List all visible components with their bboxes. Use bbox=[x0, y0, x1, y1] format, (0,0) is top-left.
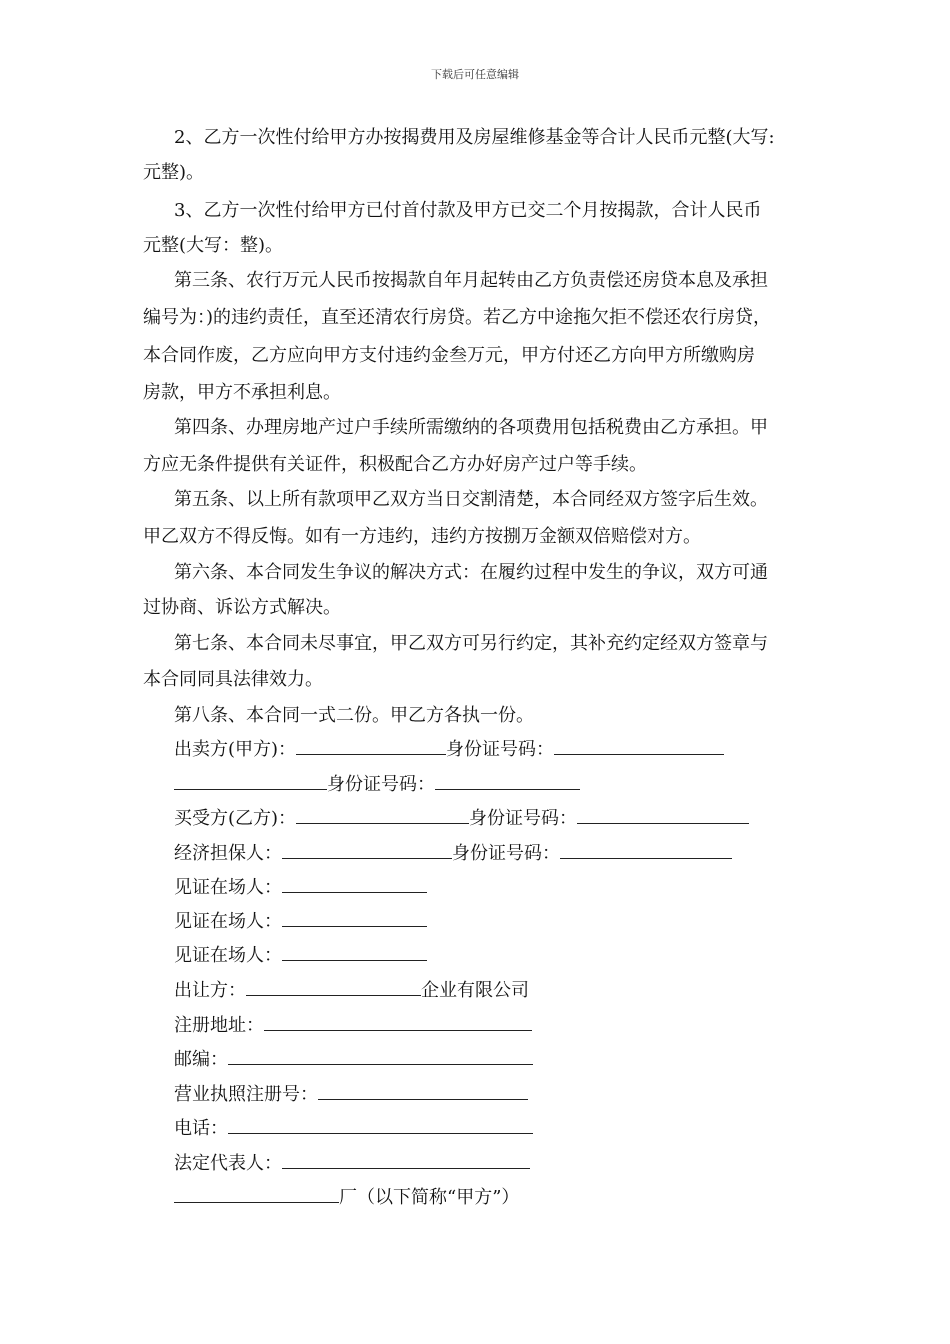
id-label: 身份证号码： bbox=[446, 739, 555, 760]
license-blank[interactable] bbox=[318, 1085, 528, 1100]
clause-line: 第八条、本合同一式二份。甲乙方各执一份。 bbox=[174, 705, 534, 726]
guarantor-id-blank[interactable] bbox=[560, 844, 732, 859]
guarantor-label: 经济担保人： bbox=[174, 843, 282, 864]
license-label: 营业执照注册号： bbox=[174, 1084, 318, 1105]
seller2-id-blank[interactable] bbox=[435, 775, 580, 790]
witness-label: 见证在场人： bbox=[174, 911, 282, 932]
page-header: 下载后可任意编辑 bbox=[431, 68, 519, 81]
witness-label: 见证在场人： bbox=[174, 945, 282, 966]
reg-address-blank[interactable] bbox=[264, 1016, 532, 1031]
phone-blank[interactable] bbox=[228, 1119, 533, 1134]
legal-rep-row bbox=[174, 1154, 854, 1174]
witness-row bbox=[174, 946, 854, 966]
legal-rep-label: 法定代表人： bbox=[174, 1153, 282, 1174]
transferor-row bbox=[174, 981, 854, 1001]
legal-rep-blank[interactable] bbox=[282, 1154, 530, 1169]
clause-line: 第六条、本合同发生争议的解决方式：在履约过程中发生的争议，双方可通 bbox=[174, 562, 768, 583]
clause-line: 2、乙方一次性付给甲方办按揭费用及房屋维修基金等合计人民币元整(大写: bbox=[174, 127, 775, 148]
buyer-label: 买受方(乙方)： bbox=[174, 808, 297, 829]
transferor-label: 出让方： bbox=[174, 980, 246, 1001]
clause-line: 本合同作废，乙方应向甲方支付违约金叁万元，甲方付还乙方向甲方所缴购房 bbox=[143, 345, 755, 366]
buyer-name-blank[interactable] bbox=[296, 809, 469, 824]
witness-row bbox=[174, 878, 854, 898]
transferor-blank[interactable] bbox=[246, 981, 421, 996]
seller-id-blank[interactable] bbox=[554, 740, 724, 755]
clause-line: 第五条、以上所有款项甲乙双方当日交割清楚，本合同经双方签字后生效。 bbox=[174, 489, 768, 510]
clause-line: 本合同同具法律效力。 bbox=[143, 669, 323, 690]
witness-blank[interactable] bbox=[282, 912, 427, 927]
factory-suffix: 厂（以下简称“甲方”） bbox=[339, 1187, 520, 1208]
license-row bbox=[174, 1085, 854, 1105]
id-label: 身份证号码： bbox=[469, 808, 578, 829]
clause-line: 第四条、办理房地产过户手续所需缴纳的各项费用包括税费由乙方承担。甲 bbox=[174, 417, 768, 438]
clause-line: 第三条、农行万元人民币按揭款自年月起转由乙方负责偿还房贷本息及承担 bbox=[174, 270, 768, 291]
clause-line: 3、乙方一次性付给甲方已付首付款及甲方已交二个月按揭款，合计人民币 bbox=[174, 200, 762, 221]
clause-line: 第七条、本合同未尽事宜，甲乙双方可另行约定，其补充约定经双方签章与 bbox=[174, 633, 768, 654]
postcode-row bbox=[174, 1050, 854, 1070]
seller2-name-blank[interactable] bbox=[174, 775, 327, 790]
id-label: 身份证号码： bbox=[452, 843, 560, 864]
clause-line: 编号为：)的违约责任，直至还清农行房贷。若乙方中途拖欠拒不偿还农行房贷， bbox=[143, 307, 772, 328]
reg-address-label: 注册地址： bbox=[174, 1015, 264, 1036]
clause-line: 方应无条件提供有关证件，积极配合乙方办好房产过户等手续。 bbox=[143, 454, 647, 475]
buyer-row bbox=[174, 809, 854, 829]
guarantor-row bbox=[174, 844, 854, 864]
factory-row bbox=[174, 1188, 854, 1208]
seller-row bbox=[174, 740, 854, 760]
reg-address-row bbox=[174, 1016, 854, 1036]
phone-row bbox=[174, 1119, 854, 1139]
clause-line: 甲乙双方不得反悔。如有一方违约，违约方按捌万金额双倍赔偿对方。 bbox=[143, 526, 701, 547]
postcode-blank[interactable] bbox=[228, 1050, 533, 1065]
witness-label: 见证在场人： bbox=[174, 877, 282, 898]
phone-label: 电话： bbox=[174, 1118, 228, 1139]
clause-line: 元整)。 bbox=[143, 162, 205, 183]
seller-row-2 bbox=[174, 775, 854, 795]
postcode-label: 邮编： bbox=[174, 1049, 228, 1070]
seller-label: 出卖方(甲方)： bbox=[174, 739, 297, 760]
clause-line: 过协商、诉讼方式解决。 bbox=[143, 597, 341, 618]
witness-blank[interactable] bbox=[282, 878, 427, 893]
id-label: 身份证号码： bbox=[327, 774, 435, 795]
guarantor-name-blank[interactable] bbox=[282, 844, 452, 859]
buyer-id-blank[interactable] bbox=[577, 809, 749, 824]
witness-row bbox=[174, 912, 854, 932]
clause-line: 房款，甲方不承担利息。 bbox=[143, 382, 341, 403]
witness-blank[interactable] bbox=[282, 946, 427, 961]
seller-name-blank[interactable] bbox=[296, 740, 446, 755]
clause-line: 元整(大写：整)。 bbox=[143, 235, 284, 256]
factory-blank[interactable] bbox=[174, 1188, 339, 1203]
company-suffix: 企业有限公司 bbox=[421, 980, 529, 1001]
